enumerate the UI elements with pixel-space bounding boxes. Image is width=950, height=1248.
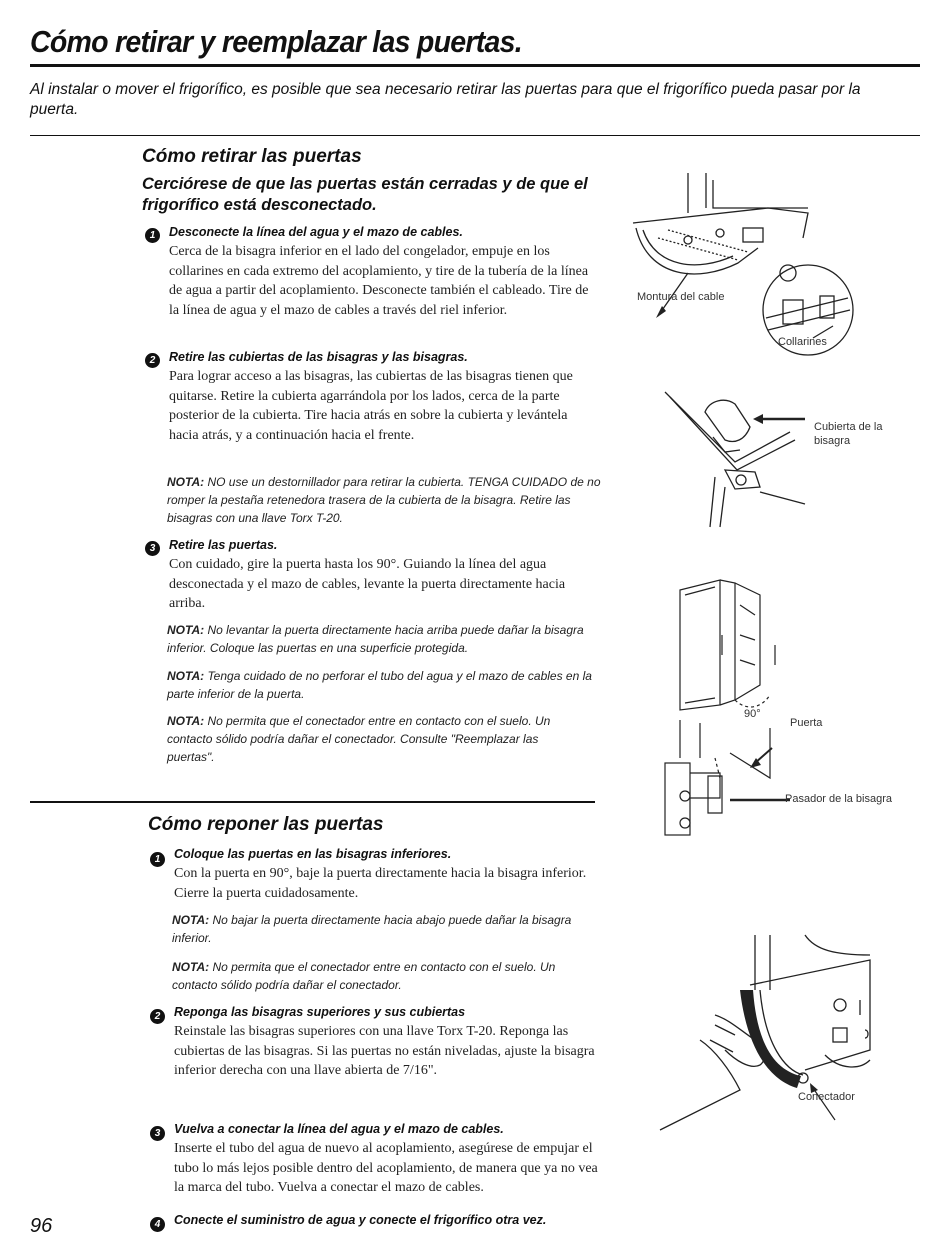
note-text: No levantar la puerta directamente hacia arriba puede dañar la bisagra inferior. Coloque las puertas en una superficie protegida. [167, 623, 584, 655]
step-number-badge: 4 [150, 1217, 165, 1232]
note-label: NOTA: [167, 714, 205, 728]
remove-heading: Cómo retirar las puertas [142, 146, 362, 167]
replace-note-1a [172, 911, 592, 947]
remove-step-1-title: Desconecte la línea del agua y el mazo de cables. [169, 225, 463, 239]
replace-note-1b [172, 958, 592, 994]
remove-step-2-title: Retire las cubiertas de las bisagras y las bisagras. [169, 350, 468, 364]
replace-step-1-title: Coloque las puertas en las bisagras inferiores. [174, 847, 452, 861]
remove-note-3b [167, 667, 607, 703]
step-number-badge: 1 [150, 852, 165, 867]
angle-label: 90° [744, 708, 761, 720]
puerta-label: Puerta [790, 717, 823, 729]
note-text: NO use un destornillador para retirar la cubierta. TENGA CUIDADO de no romper la pestaña retenedora trasera de la cubierta de la bisagra. Retire las bisagras con una llave Torx T-20. [167, 475, 601, 525]
replace-heading: Cómo reponer las puertas [148, 814, 384, 835]
remove-step-3-title: Retire las puertas. [169, 538, 278, 552]
note-label: NOTA: [167, 669, 205, 683]
note-label: NOTA: [172, 960, 210, 974]
intro-text: Al instalar o mover el frigorífico, es posible que sea necesario retirar las puertas para que el frigorífico pueda pasar por la puerta. [30, 81, 861, 118]
hinge-pin-illustration [660, 718, 805, 843]
note-label: NOTA: [167, 475, 205, 489]
remove-warning: Cerciórese de que las puertas están cerradas y de que el frigorífico está desconectado. [142, 175, 588, 214]
page-title: Cómo retirar y reemplazar las puertas. [30, 24, 522, 59]
remove-note-3a [167, 621, 607, 657]
step-number-badge: 1 [145, 228, 160, 243]
note-text: No bajar la puerta directamente hacia abajo puede dañar la bisagra inferior. [172, 913, 572, 945]
note-label: NOTA: [172, 913, 210, 927]
title-rule [30, 64, 920, 67]
cubierta-label: Cubierta de la bisagra [814, 421, 883, 447]
replace-step-1-body: Con la puerta en 90°, baje la puerta directamente hacia la bisagra inferior. Cierre la puerta cuidadosamente. [174, 866, 587, 901]
door-rotation-illustration [660, 575, 790, 725]
conectador-label: Conectador [798, 1091, 855, 1103]
collarines-label: Collarines [778, 336, 827, 348]
remove-step-1-body: Cerca de la bisagra inferior en el lado del congelador, empuje en los collarines en cada extremo del acoplamiento, y tire de la tubería de la línea de agua a partir del acoplamiento. Desconecte también el cableado. Tire de la línea de agua y el mazo de cables a través del riel inferior. [169, 244, 589, 318]
pasador-label: Pasador de la bisagra [785, 793, 893, 805]
remove-note-3c [167, 712, 587, 766]
remove-step-2-body: Para lograr acceso a las bisagras, las cubiertas de las bisagras tienen que quitarse. Retire la cubierta agarrándola por los lados, cerca de la parte posterior de la cubierta. Tire hacia atrás en sobre la cubierta y levántela hacia atrás, y a continuación hacia el frente. [169, 369, 573, 443]
montura-label: Montura del cable [637, 291, 725, 303]
remove-note-2 [167, 473, 607, 527]
section-rule [30, 135, 920, 136]
note-text: Tenga cuidado de no perforar el tubo del agua y el mazo de cables en la parte inferior de la puerta. [167, 669, 592, 701]
replace-step-4-title: Conecte el suministro de agua y conecte el frigorífico otra vez. [174, 1213, 547, 1227]
step-number-badge: 2 [145, 353, 160, 368]
replace-step-3-title: Vuelva a conectar la línea del agua y el mazo de cables. [174, 1122, 504, 1136]
replace-step-3-body: Inserte el tubo del agua de nuevo al acoplamiento, asegúrese de empujar el tubo lo más lejos posible dentro del acoplamiento, de manera que ya no vea la marca del tubo. Vuelva a conectar el mazo de cables. [174, 1141, 598, 1195]
replace-step-2-title: Reponga las bisagras superiores y sus cubiertas [174, 1005, 466, 1019]
note-text: No permita que el conectador entre en contacto con el suelo. Un contacto sólido podría dañar el conectador. Consulte "Reemplazar las puertas". [167, 714, 551, 764]
remove-step-3-body: Con cuidado, gire la puerta hasta los 90°. Guiando la línea del agua desconectada y el mazo de cables, levante la puerta directamente hacia arriba. [169, 557, 566, 611]
step-number-badge: 2 [150, 1009, 165, 1024]
cable-coupling-illustration [628, 168, 873, 358]
step-number-badge: 3 [150, 1126, 165, 1141]
step-number-badge: 3 [145, 541, 160, 556]
hinge-cover-illustration [665, 392, 815, 532]
replace-step-2-body: Reinstale las bisagras superiores con una llave Torx T-20. Reponga las cubiertas de las bisagras. Si las puertas no están niveladas, ajuste la bisagra inferior derecha con una llave abierta de 7/16". [174, 1024, 595, 1078]
page-number: 96 [30, 1215, 53, 1237]
section-divider [30, 801, 595, 803]
note-label: NOTA: [167, 623, 205, 637]
note-text: No permita que el conectador entre en contacto con el suelo. Un contacto sólido podría dañar el conectador. [172, 960, 556, 992]
